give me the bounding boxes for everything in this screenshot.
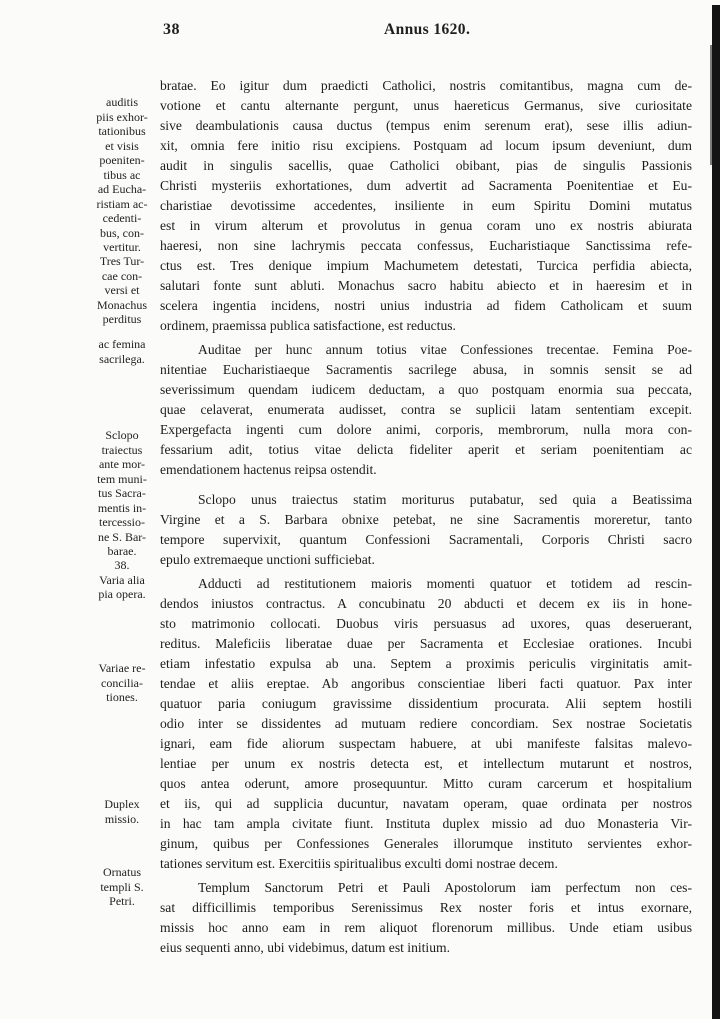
note-ornatus-templi (84, 865, 160, 909)
margin-note-line: Petri. (109, 894, 135, 908)
note-duplex-missio (84, 797, 160, 826)
note-sacrilegious-woman (84, 337, 160, 366)
note-three-turks-and-monk (84, 254, 160, 327)
body-text-line: tempore supervixit, quantum Confessioni Sacramentali, Corporis Christi sacro (160, 532, 692, 547)
paragraph (160, 878, 692, 958)
margin-note-line: ristiam ac- (96, 196, 148, 211)
body-text-column (160, 76, 692, 958)
body-text-line: eius sequenti anno, ubi videbimus, datum est initium. (160, 940, 450, 955)
margin-note-line: tiones. (106, 690, 138, 704)
body-text-line: in hac tam ampla civitate fiunt. Instituta duplex missio ad duo Monasteria Vir- (160, 816, 692, 831)
body-text-line: fessarium adit, totius vitae delicta fideliter aperit et seriam poenitentiam ac (160, 442, 692, 457)
margin-note-line: concilia- (101, 675, 143, 690)
margin-note-line: traiectus (101, 442, 143, 457)
body-text-line: tendae et aliis ereptae. Ab angoribus conscientiae liberi facti quatuor. Pax inter (160, 676, 692, 691)
margin-note-line: mentis in- (97, 500, 147, 515)
body-text-line: audit in singulis sacellis, quae Catholici obibant, pias de singulis Passionis (160, 158, 692, 173)
body-text-line: et iis, qui ad supplicia ducuntur, navatam operam, quae ordinata per nostros (160, 796, 692, 811)
margin-note-line: missio. (104, 811, 140, 826)
margin-note-line: Variae re- (98, 661, 146, 675)
body-text-line: quos antea oderunt, amore prosequuntur. Mitto curam carcerum et hospitalium (160, 776, 692, 791)
margin-note-line: ad Eucha- (97, 182, 147, 196)
margin-note-line: cae con- (101, 268, 143, 283)
body-text-line: reditus. Maleficiis liberatae duae per Sacramenta et Ecclesiae orationes. Incubi (160, 636, 692, 651)
body-text-line: est in virum alterum et provolutus in genua coram uno ex nostris abiurata (160, 218, 692, 233)
body-text-line: ignari, eam fide aliorum suspectam habuere, at ubi manifeste falsitas malevo- (160, 736, 692, 751)
body-text-line: odio inter se dissidentes ad mutuam rediere concordiam. Sex nostrae Societatis (160, 716, 692, 731)
body-text-line: charistiae devotissime accedentes, insiliente in eum Spiritu Domini mutatus (160, 198, 692, 213)
margin-note-line: pia opera. (98, 587, 146, 601)
body-text-line: bratae. Eo igitur dum praedicti Catholici, nostris comitantibus, magna cum de- (160, 78, 692, 93)
margin-note-line: tationibus (98, 124, 146, 138)
margin-note-line: bus, con- (100, 225, 144, 240)
body-text-line: Expergefacta ingenti cum dolore animi, corporis, membrorum, nulla mora con- (160, 422, 692, 437)
margin-note-line: sacrilega. (99, 351, 145, 366)
paragraph (160, 340, 692, 480)
body-text-line: sto matrimonio collocati. Duobus viris persuasus ad uxores, quas deseruerant, (160, 616, 692, 631)
margin-note-line: ac femina (98, 337, 146, 351)
margin-note-line: versi et (104, 283, 140, 297)
note-sclopo-traiectus (84, 428, 160, 559)
body-text-line: severissimum quendam iudicem deductam, a quo postquam enormia sua peccata, (160, 382, 692, 397)
margin-note-line: Sclopo (105, 428, 139, 442)
body-text-line: missis hoc anno eam in rem aliquot florenorum millibus. Unde etiam usibus (160, 920, 692, 935)
margin-note-line: templi S. (100, 879, 144, 894)
note-variae-reconciliationes (84, 661, 160, 705)
body-text-line: epulo extremaeque unctioni sufficiebat. (160, 552, 375, 567)
margin-note-line: tem muni- (97, 471, 147, 486)
margin-note-line: Ornatus (103, 865, 141, 879)
body-text-line: quae celaverat, enumerata audisset, contra se suplicii latam sententiam excepit. (160, 402, 692, 417)
margin-note-line: tibus ac (103, 167, 141, 182)
margin-note-line: Varia alia (99, 572, 145, 587)
body-text-line: ginum, quibus per Confessiones Generales illorumque instituto servientes exhor- (160, 836, 692, 851)
body-text-line: Auditae per hunc annum totius vitae Confessiones trecentae. Femina Poe- (198, 342, 692, 357)
body-text-line: Templum Sanctorum Petri et Pauli Apostolorum iam perfectum non ces- (198, 880, 692, 895)
body-text-line: emendationem hactenus reipsa ostendit. (160, 462, 377, 477)
body-text-line: Adducti ad restitutionem maioris momenti quatuor et totidem ad rescin- (198, 576, 692, 591)
body-text-line: Sclopo unus traiectus statim moriturus putabatur, sed quia a Beatissima (198, 492, 692, 507)
body-text-line: dendos iniustos contractus. A concubinatu 20 abducti et decem ex iis in hone- (160, 596, 692, 611)
body-text-line: sat difficillimis temporibus Serenissimus Rex noster foris et intus exornare, (160, 900, 692, 915)
note-varia-pia-opera (84, 558, 160, 602)
margin-note-line: perditus (102, 312, 142, 326)
body-text-line: ctus est. Tres denique impium Machumetem detestati, Turcica perfidia abiecta, (160, 258, 692, 273)
body-text-line: sive deambulationis causa ductus (tempus enim serenum erat), sese illis adiun- (160, 118, 692, 133)
paragraph (160, 574, 692, 874)
paragraph (160, 76, 692, 336)
margin-note-line: barae. (107, 544, 137, 558)
margin-note-line: Monachus (97, 297, 147, 312)
body-text-line: haeresi, non sine lachrymis peccata confessus, Eucharistiaque Sanctissima refe- (160, 238, 692, 253)
margin-note-line: poeniten- (99, 153, 145, 167)
running-title: Annus 1620. (384, 21, 471, 38)
page-number: 38 (163, 21, 180, 38)
margin-note-line: vertitur. (103, 240, 141, 254)
body-text-line: xit, omnia fere initio risu excipiens. Postquam ad locum ipsum deveniunt, dum (160, 138, 692, 153)
margin-note-line: Duplex (104, 797, 140, 811)
body-text-line: salutari fonte sunt abluti. Monachus sacro habitu abiecto et in haeresim et in (160, 278, 692, 293)
margin-note-line: ante mor- (98, 457, 146, 471)
scan-edge-artifact (712, 5, 720, 1019)
body-text-line: votione et cantu alternante pergunt, unus haereticus Germanus, sive curiositate (160, 98, 692, 113)
margin-note-line: et visis (105, 138, 139, 153)
margin-note-line: ne S. Bar- (97, 529, 147, 544)
body-text-line: Virgine et a S. Barbara obnixe petebat, ne sine Sacramentis moreretur, tanto (160, 512, 692, 527)
margin-note-line: piis exhor- (96, 109, 148, 124)
body-text-line: quatuor paria coniugum gravissime dissidentium procurata. Alii septem hostili (160, 696, 692, 711)
body-text-line: Christi mysteriis exhortationes, dum advertit ad Sacramenta Poenitentiae et Eu- (160, 178, 692, 193)
margin-note-line: auditis (106, 95, 138, 109)
body-text-line: etiam infestatio expulsa ab una. Septem a proximis periculis virginitatis amit- (160, 656, 692, 671)
body-text-line: nitentiae Eucharistiaeque Sacramentis sacrilege abusa, in somnis sensit se ad (160, 362, 692, 377)
body-text-line: lentiae per unum ex nostris detecta est, et intellectum mutarunt et nostros, (160, 756, 692, 771)
margin-note-line: cedenti- (102, 211, 142, 225)
margin-note-line: tercessio- (99, 515, 145, 529)
margin-note-line: Tres Tur- (99, 254, 145, 268)
note-conversion-of-heretic (84, 95, 160, 255)
body-text-line: ordinem, praemissa publica satisfactione, est reductus. (160, 318, 456, 333)
margin-note-line: tus Sacra- (98, 486, 146, 500)
body-text-line: scelera ingentia incidens, nostri unius industria ad fidem Catholicam et suum (160, 298, 692, 313)
body-text-line: tationes servitum est. Exercitiis spiritualibus exculti domi nostrae decem. (160, 856, 558, 871)
margin-note-line: 38. (114, 558, 130, 572)
paragraph (160, 490, 692, 570)
margin-notes-column (84, 0, 160, 1019)
